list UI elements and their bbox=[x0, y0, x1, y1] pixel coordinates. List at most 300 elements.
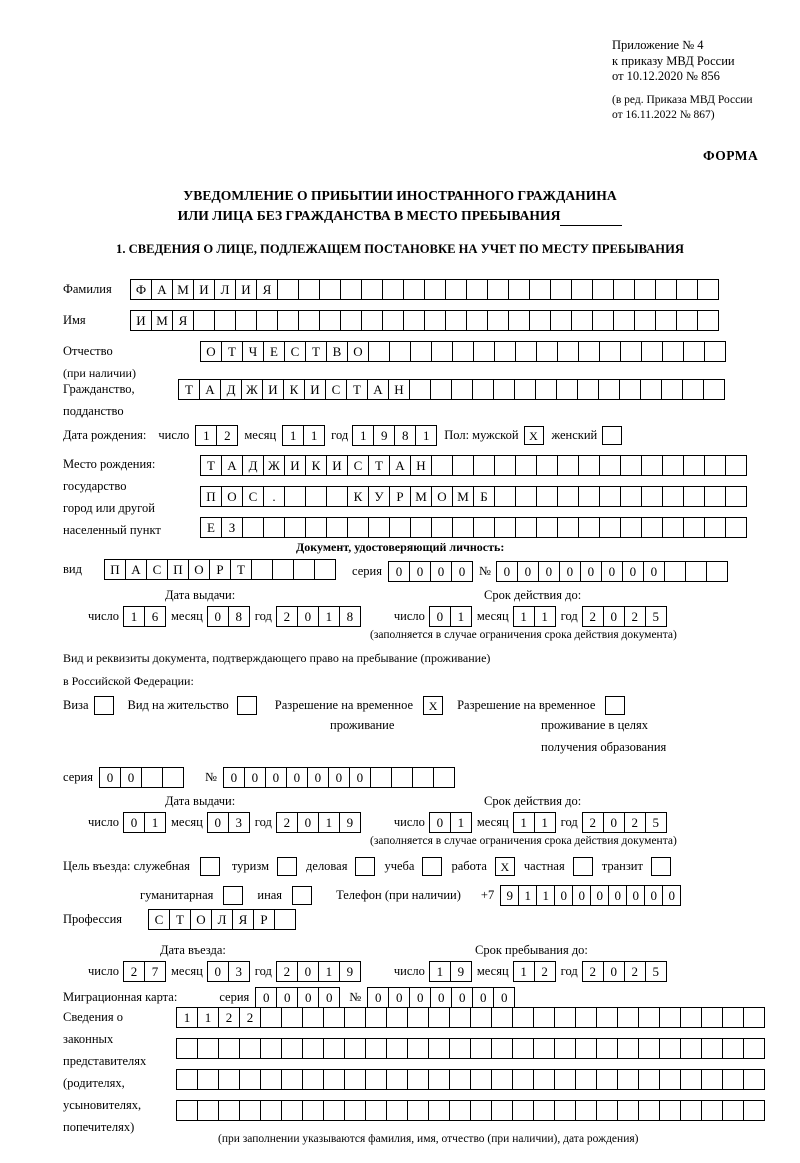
form-cell[interactable] bbox=[466, 310, 488, 331]
form-cell[interactable]: 1 bbox=[415, 425, 437, 446]
form-cell[interactable] bbox=[634, 310, 656, 331]
form-cell[interactable] bbox=[550, 279, 572, 300]
form-cell[interactable] bbox=[368, 341, 390, 362]
form-cell[interactable]: Р bbox=[209, 559, 231, 580]
form-cell[interactable] bbox=[323, 1069, 345, 1090]
form-cell[interactable] bbox=[494, 455, 516, 476]
form-cell[interactable] bbox=[575, 1100, 597, 1121]
form-cell[interactable] bbox=[680, 1069, 702, 1090]
form-cell[interactable]: Е bbox=[263, 341, 285, 362]
form-cell[interactable]: А bbox=[151, 279, 173, 300]
form-cell[interactable]: И bbox=[235, 279, 257, 300]
form-cell[interactable] bbox=[323, 1007, 345, 1028]
form-cell[interactable]: 2 bbox=[216, 425, 238, 446]
form-cell[interactable] bbox=[494, 341, 516, 362]
form-cell[interactable]: 0 bbox=[603, 812, 625, 833]
form-cell[interactable] bbox=[701, 1069, 723, 1090]
purpose-study-checkbox[interactable] bbox=[422, 857, 442, 876]
form-cell[interactable] bbox=[638, 1038, 660, 1059]
form-cell[interactable]: 0 bbox=[622, 561, 644, 582]
form-cell[interactable] bbox=[433, 767, 455, 788]
form-cell[interactable]: 2 bbox=[624, 606, 646, 627]
form-cell[interactable]: 1 bbox=[282, 425, 304, 446]
form-cell[interactable] bbox=[706, 561, 728, 582]
form-cell[interactable]: С bbox=[347, 455, 369, 476]
form-cell[interactable] bbox=[491, 1069, 513, 1090]
form-cell[interactable]: 0 bbox=[603, 606, 625, 627]
form-cell[interactable] bbox=[298, 310, 320, 331]
form-cell[interactable] bbox=[494, 486, 516, 507]
form-cell[interactable] bbox=[578, 486, 600, 507]
form-cell[interactable]: 0 bbox=[429, 606, 451, 627]
form-cell[interactable]: 0 bbox=[286, 767, 308, 788]
form-cell[interactable]: 0 bbox=[297, 606, 319, 627]
form-cell[interactable]: 0 bbox=[255, 987, 277, 1008]
form-cell[interactable]: 0 bbox=[451, 987, 473, 1008]
form-cell[interactable] bbox=[323, 1100, 345, 1121]
form-cell[interactable] bbox=[176, 1100, 198, 1121]
form-cell[interactable]: Ч bbox=[242, 341, 264, 362]
form-cell[interactable]: 1 bbox=[513, 961, 535, 982]
form-cell[interactable] bbox=[284, 486, 306, 507]
form-cell[interactable] bbox=[725, 486, 747, 507]
form-cell[interactable] bbox=[535, 379, 557, 400]
form-cell[interactable]: 2 bbox=[582, 812, 604, 833]
form-cell[interactable] bbox=[284, 517, 306, 538]
form-cell[interactable] bbox=[305, 517, 327, 538]
form-cell[interactable] bbox=[599, 341, 621, 362]
form-cell[interactable]: 0 bbox=[307, 767, 329, 788]
form-cell[interactable]: 1 bbox=[450, 606, 472, 627]
form-cell[interactable] bbox=[659, 1100, 681, 1121]
form-cell[interactable] bbox=[682, 379, 704, 400]
sex-male-checkbox[interactable]: X bbox=[524, 426, 544, 445]
form-cell[interactable]: О bbox=[221, 486, 243, 507]
form-cell[interactable] bbox=[592, 310, 614, 331]
form-cell[interactable] bbox=[596, 1007, 618, 1028]
form-cell[interactable]: 0 bbox=[608, 885, 627, 906]
form-cell[interactable]: 0 bbox=[429, 812, 451, 833]
form-cell[interactable] bbox=[326, 486, 348, 507]
form-cell[interactable] bbox=[596, 1100, 618, 1121]
form-cell[interactable]: С bbox=[148, 909, 170, 930]
form-cell[interactable] bbox=[472, 379, 494, 400]
form-cell[interactable] bbox=[722, 1100, 744, 1121]
form-cell[interactable] bbox=[554, 1069, 576, 1090]
purpose-official-checkbox[interactable] bbox=[200, 857, 220, 876]
form-cell[interactable] bbox=[662, 341, 684, 362]
form-cell[interactable]: Р bbox=[389, 486, 411, 507]
form-cell[interactable]: 0 bbox=[472, 987, 494, 1008]
form-cell[interactable] bbox=[218, 1100, 240, 1121]
form-cell[interactable] bbox=[722, 1069, 744, 1090]
form-cell[interactable]: Л bbox=[211, 909, 233, 930]
form-cell[interactable]: О bbox=[188, 559, 210, 580]
form-cell[interactable]: С bbox=[325, 379, 347, 400]
form-cell[interactable] bbox=[197, 1100, 219, 1121]
form-cell[interactable]: О bbox=[347, 341, 369, 362]
form-cell[interactable]: 0 bbox=[538, 561, 560, 582]
form-cell[interactable] bbox=[536, 341, 558, 362]
form-cell[interactable]: 9 bbox=[500, 885, 519, 906]
form-cell[interactable] bbox=[141, 767, 163, 788]
form-cell[interactable]: 7 bbox=[144, 961, 166, 982]
form-cell[interactable]: 0 bbox=[123, 812, 145, 833]
form-cell[interactable]: Н bbox=[388, 379, 410, 400]
form-cell[interactable]: Б bbox=[473, 486, 495, 507]
form-cell[interactable] bbox=[445, 310, 467, 331]
form-cell[interactable] bbox=[704, 455, 726, 476]
form-cell[interactable] bbox=[302, 1038, 324, 1059]
form-cell[interactable] bbox=[529, 279, 551, 300]
form-cell[interactable]: Е bbox=[200, 517, 222, 538]
form-cell[interactable] bbox=[277, 310, 299, 331]
form-cell[interactable] bbox=[557, 455, 579, 476]
form-cell[interactable]: З bbox=[221, 517, 243, 538]
form-cell[interactable] bbox=[487, 279, 509, 300]
form-cell[interactable]: 8 bbox=[228, 606, 250, 627]
form-cell[interactable] bbox=[697, 279, 719, 300]
form-cell[interactable]: П bbox=[200, 486, 222, 507]
form-cell[interactable]: 2 bbox=[218, 1007, 240, 1028]
form-cell[interactable] bbox=[281, 1069, 303, 1090]
form-cell[interactable]: Т bbox=[368, 455, 390, 476]
form-cell[interactable]: Т bbox=[221, 341, 243, 362]
form-cell[interactable] bbox=[512, 1100, 534, 1121]
form-cell[interactable] bbox=[533, 1100, 555, 1121]
form-cell[interactable]: С bbox=[242, 486, 264, 507]
form-cell[interactable]: И bbox=[130, 310, 152, 331]
form-cell[interactable] bbox=[619, 379, 641, 400]
form-cell[interactable] bbox=[470, 1100, 492, 1121]
form-cell[interactable] bbox=[368, 517, 390, 538]
form-cell[interactable] bbox=[386, 1007, 408, 1028]
form-cell[interactable] bbox=[428, 1038, 450, 1059]
form-cell[interactable] bbox=[382, 310, 404, 331]
form-cell[interactable] bbox=[409, 379, 431, 400]
purpose-humanitarian-checkbox[interactable] bbox=[223, 886, 243, 905]
form-cell[interactable] bbox=[596, 1069, 618, 1090]
form-cell[interactable]: 1 bbox=[318, 606, 340, 627]
form-cell[interactable]: 1 bbox=[513, 812, 535, 833]
form-cell[interactable] bbox=[512, 1069, 534, 1090]
form-cell[interactable]: 0 bbox=[328, 767, 350, 788]
form-cell[interactable]: А bbox=[221, 455, 243, 476]
form-cell[interactable] bbox=[641, 455, 663, 476]
form-cell[interactable]: Т bbox=[346, 379, 368, 400]
form-cell[interactable]: Т bbox=[305, 341, 327, 362]
form-cell[interactable]: Я bbox=[232, 909, 254, 930]
form-cell[interactable] bbox=[239, 1100, 261, 1121]
form-cell[interactable]: 0 bbox=[493, 987, 515, 1008]
form-cell[interactable]: 5 bbox=[645, 812, 667, 833]
form-cell[interactable] bbox=[557, 517, 579, 538]
form-cell[interactable] bbox=[176, 1069, 198, 1090]
form-cell[interactable] bbox=[302, 1069, 324, 1090]
form-cell[interactable]: 0 bbox=[430, 561, 452, 582]
form-cell[interactable]: 1 bbox=[197, 1007, 219, 1028]
form-cell[interactable] bbox=[242, 517, 264, 538]
form-cell[interactable] bbox=[431, 455, 453, 476]
purpose-private-checkbox[interactable] bbox=[573, 857, 593, 876]
form-cell[interactable] bbox=[613, 279, 635, 300]
form-cell[interactable]: 5 bbox=[645, 606, 667, 627]
form-cell[interactable] bbox=[391, 767, 413, 788]
form-cell[interactable]: А bbox=[367, 379, 389, 400]
form-cell[interactable]: 0 bbox=[517, 561, 539, 582]
form-cell[interactable] bbox=[617, 1100, 639, 1121]
form-cell[interactable] bbox=[162, 767, 184, 788]
form-cell[interactable] bbox=[218, 1069, 240, 1090]
form-cell[interactable]: 9 bbox=[450, 961, 472, 982]
form-cell[interactable]: 1 bbox=[318, 961, 340, 982]
form-cell[interactable]: Ж bbox=[263, 455, 285, 476]
form-cell[interactable]: 0 bbox=[644, 885, 663, 906]
form-cell[interactable]: 0 bbox=[580, 561, 602, 582]
form-cell[interactable] bbox=[314, 559, 336, 580]
form-cell[interactable] bbox=[676, 279, 698, 300]
form-cell[interactable] bbox=[344, 1007, 366, 1028]
form-cell[interactable]: М bbox=[410, 486, 432, 507]
form-cell[interactable]: 2 bbox=[276, 812, 298, 833]
form-cell[interactable]: А bbox=[199, 379, 221, 400]
form-cell[interactable] bbox=[703, 379, 725, 400]
form-cell[interactable] bbox=[617, 1007, 639, 1028]
residence-permit-checkbox[interactable] bbox=[237, 696, 257, 715]
form-cell[interactable] bbox=[536, 517, 558, 538]
form-cell[interactable] bbox=[514, 379, 536, 400]
form-cell[interactable] bbox=[536, 486, 558, 507]
form-cell[interactable] bbox=[344, 1100, 366, 1121]
form-cell[interactable] bbox=[260, 1038, 282, 1059]
form-cell[interactable]: Ж bbox=[241, 379, 263, 400]
form-cell[interactable] bbox=[680, 1038, 702, 1059]
form-cell[interactable]: 0 bbox=[601, 561, 623, 582]
form-cell[interactable] bbox=[466, 279, 488, 300]
form-cell[interactable] bbox=[641, 341, 663, 362]
form-cell[interactable]: 1 bbox=[518, 885, 537, 906]
form-cell[interactable] bbox=[473, 341, 495, 362]
form-cell[interactable] bbox=[613, 310, 635, 331]
form-cell[interactable] bbox=[193, 310, 215, 331]
form-cell[interactable]: М bbox=[151, 310, 173, 331]
form-cell[interactable] bbox=[515, 341, 537, 362]
form-cell[interactable]: . bbox=[263, 486, 285, 507]
form-cell[interactable] bbox=[493, 379, 515, 400]
form-cell[interactable] bbox=[260, 1100, 282, 1121]
form-cell[interactable] bbox=[251, 559, 273, 580]
form-cell[interactable] bbox=[638, 1069, 660, 1090]
form-cell[interactable]: С bbox=[284, 341, 306, 362]
form-cell[interactable]: 0 bbox=[367, 987, 389, 1008]
form-cell[interactable]: 2 bbox=[624, 812, 646, 833]
form-cell[interactable] bbox=[491, 1007, 513, 1028]
form-cell[interactable]: П bbox=[104, 559, 126, 580]
form-cell[interactable]: 1 bbox=[429, 961, 451, 982]
form-cell[interactable]: 0 bbox=[626, 885, 645, 906]
form-cell[interactable] bbox=[659, 1038, 681, 1059]
form-cell[interactable]: М bbox=[172, 279, 194, 300]
form-cell[interactable]: 1 bbox=[534, 606, 556, 627]
form-cell[interactable]: К bbox=[305, 455, 327, 476]
form-cell[interactable] bbox=[281, 1038, 303, 1059]
temp-residence-checkbox[interactable]: X bbox=[423, 696, 443, 715]
form-cell[interactable] bbox=[445, 279, 467, 300]
form-cell[interactable]: 6 bbox=[144, 606, 166, 627]
form-cell[interactable] bbox=[638, 1100, 660, 1121]
form-cell[interactable]: 0 bbox=[430, 987, 452, 1008]
form-cell[interactable] bbox=[554, 1100, 576, 1121]
form-cell[interactable] bbox=[449, 1100, 471, 1121]
form-cell[interactable] bbox=[515, 486, 537, 507]
form-cell[interactable] bbox=[281, 1007, 303, 1028]
form-cell[interactable] bbox=[491, 1038, 513, 1059]
form-cell[interactable]: 0 bbox=[559, 561, 581, 582]
form-cell[interactable]: 0 bbox=[388, 987, 410, 1008]
form-cell[interactable]: М bbox=[452, 486, 474, 507]
form-cell[interactable]: 0 bbox=[207, 961, 229, 982]
form-cell[interactable]: 3 bbox=[228, 961, 250, 982]
purpose-transit-checkbox[interactable] bbox=[651, 857, 671, 876]
form-cell[interactable] bbox=[554, 1007, 576, 1028]
form-cell[interactable]: 0 bbox=[318, 987, 340, 1008]
form-cell[interactable]: Д bbox=[242, 455, 264, 476]
form-cell[interactable] bbox=[599, 486, 621, 507]
form-cell[interactable] bbox=[256, 310, 278, 331]
form-cell[interactable] bbox=[407, 1007, 429, 1028]
form-cell[interactable] bbox=[697, 310, 719, 331]
form-cell[interactable] bbox=[361, 279, 383, 300]
form-cell[interactable] bbox=[424, 310, 446, 331]
form-cell[interactable] bbox=[743, 1038, 765, 1059]
form-cell[interactable] bbox=[641, 486, 663, 507]
form-cell[interactable]: 0 bbox=[207, 812, 229, 833]
form-cell[interactable] bbox=[410, 517, 432, 538]
form-cell[interactable] bbox=[533, 1038, 555, 1059]
form-cell[interactable] bbox=[683, 341, 705, 362]
form-cell[interactable] bbox=[449, 1069, 471, 1090]
form-cell[interactable] bbox=[662, 517, 684, 538]
form-cell[interactable] bbox=[473, 517, 495, 538]
form-cell[interactable] bbox=[617, 1038, 639, 1059]
form-cell[interactable]: И bbox=[304, 379, 326, 400]
form-cell[interactable] bbox=[638, 1007, 660, 1028]
form-cell[interactable] bbox=[344, 1069, 366, 1090]
form-cell[interactable] bbox=[473, 455, 495, 476]
form-cell[interactable] bbox=[640, 379, 662, 400]
form-cell[interactable] bbox=[529, 310, 551, 331]
form-cell[interactable] bbox=[683, 455, 705, 476]
form-cell[interactable] bbox=[323, 1038, 345, 1059]
form-cell[interactable] bbox=[452, 455, 474, 476]
form-cell[interactable] bbox=[260, 1069, 282, 1090]
form-cell[interactable]: 0 bbox=[349, 767, 371, 788]
form-cell[interactable]: И bbox=[326, 455, 348, 476]
form-cell[interactable]: Р bbox=[253, 909, 275, 930]
form-cell[interactable] bbox=[319, 310, 341, 331]
form-cell[interactable] bbox=[277, 279, 299, 300]
form-cell[interactable] bbox=[508, 279, 530, 300]
form-cell[interactable] bbox=[302, 1100, 324, 1121]
form-cell[interactable] bbox=[680, 1007, 702, 1028]
form-cell[interactable]: С bbox=[146, 559, 168, 580]
form-cell[interactable] bbox=[701, 1038, 723, 1059]
form-cell[interactable]: 2 bbox=[276, 961, 298, 982]
form-cell[interactable] bbox=[449, 1038, 471, 1059]
form-cell[interactable]: 0 bbox=[643, 561, 665, 582]
form-cell[interactable] bbox=[452, 517, 474, 538]
form-cell[interactable]: 1 bbox=[352, 425, 374, 446]
form-cell[interactable]: 1 bbox=[303, 425, 325, 446]
form-cell[interactable] bbox=[470, 1038, 492, 1059]
form-cell[interactable]: К bbox=[347, 486, 369, 507]
form-cell[interactable] bbox=[620, 517, 642, 538]
form-cell[interactable]: 0 bbox=[99, 767, 121, 788]
form-cell[interactable]: Т bbox=[230, 559, 252, 580]
form-cell[interactable] bbox=[365, 1038, 387, 1059]
form-cell[interactable] bbox=[407, 1069, 429, 1090]
form-cell[interactable] bbox=[281, 1100, 303, 1121]
form-cell[interactable]: 1 bbox=[450, 812, 472, 833]
form-cell[interactable] bbox=[704, 341, 726, 362]
form-cell[interactable] bbox=[263, 517, 285, 538]
form-cell[interactable] bbox=[197, 1069, 219, 1090]
form-cell[interactable]: Ф bbox=[130, 279, 152, 300]
form-cell[interactable]: 0 bbox=[451, 561, 473, 582]
form-cell[interactable] bbox=[683, 517, 705, 538]
form-cell[interactable] bbox=[365, 1007, 387, 1028]
form-cell[interactable] bbox=[662, 455, 684, 476]
form-cell[interactable] bbox=[620, 486, 642, 507]
form-cell[interactable]: 5 bbox=[645, 961, 667, 982]
form-cell[interactable]: 0 bbox=[409, 987, 431, 1008]
purpose-work-checkbox[interactable]: X bbox=[495, 857, 515, 876]
form-cell[interactable] bbox=[592, 279, 614, 300]
form-cell[interactable] bbox=[428, 1100, 450, 1121]
form-cell[interactable] bbox=[743, 1069, 765, 1090]
visa-checkbox[interactable] bbox=[94, 696, 114, 715]
form-cell[interactable] bbox=[634, 279, 656, 300]
form-cell[interactable] bbox=[452, 341, 474, 362]
form-cell[interactable] bbox=[599, 455, 621, 476]
form-cell[interactable]: 0 bbox=[223, 767, 245, 788]
form-cell[interactable] bbox=[533, 1069, 555, 1090]
form-cell[interactable] bbox=[683, 486, 705, 507]
form-cell[interactable]: Т bbox=[169, 909, 191, 930]
edu-residence-checkbox[interactable] bbox=[605, 696, 625, 715]
form-cell[interactable]: 1 bbox=[536, 885, 555, 906]
form-cell[interactable]: 9 bbox=[373, 425, 395, 446]
form-cell[interactable] bbox=[370, 767, 392, 788]
form-cell[interactable] bbox=[620, 455, 642, 476]
form-cell[interactable] bbox=[347, 517, 369, 538]
form-cell[interactable] bbox=[515, 455, 537, 476]
form-cell[interactable]: 1 bbox=[176, 1007, 198, 1028]
form-cell[interactable]: 0 bbox=[554, 885, 573, 906]
sex-female-checkbox[interactable] bbox=[602, 426, 622, 445]
form-cell[interactable]: 2 bbox=[534, 961, 556, 982]
form-cell[interactable] bbox=[197, 1038, 219, 1059]
form-cell[interactable]: О bbox=[190, 909, 212, 930]
form-cell[interactable]: О bbox=[200, 341, 222, 362]
form-cell[interactable] bbox=[403, 310, 425, 331]
form-cell[interactable] bbox=[533, 1007, 555, 1028]
form-cell[interactable] bbox=[302, 1007, 324, 1028]
form-cell[interactable]: А bbox=[389, 455, 411, 476]
form-cell[interactable] bbox=[725, 517, 747, 538]
form-cell[interactable] bbox=[556, 379, 578, 400]
form-cell[interactable]: 8 bbox=[394, 425, 416, 446]
